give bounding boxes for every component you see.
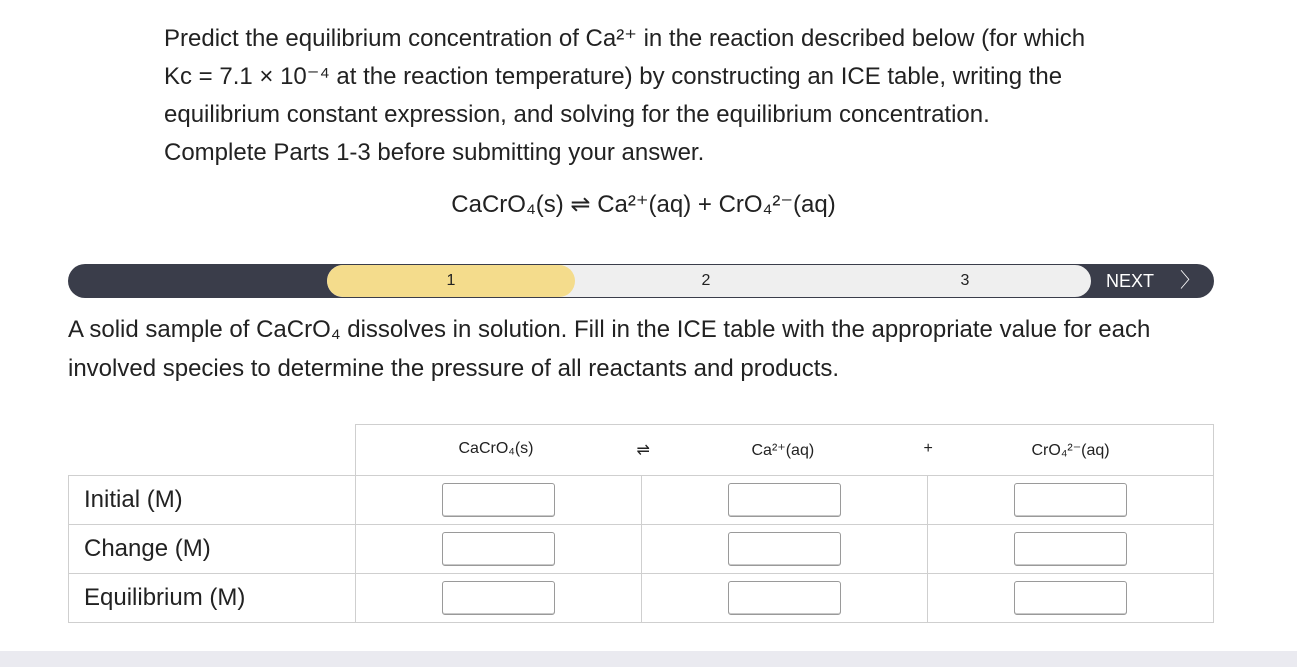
step-tab-3[interactable]: 3 [960, 272, 970, 289]
cell [355, 525, 641, 574]
row-label-equilibrium: Equilibrium (M) [69, 574, 356, 623]
part-prompt [68, 310, 1248, 388]
next-button[interactable] [1106, 264, 1200, 298]
ice-row-equilibrium [69, 574, 1214, 623]
header-product-cro4: CrO₄²⁻(aq) [1031, 442, 1110, 459]
cell [355, 574, 641, 623]
intro-line: Kc = 7.1 × 10⁻⁴ at the reaction temperature) by constructing an ICE table, writing the [164, 63, 1063, 90]
prompt-line: A solid sample of CaCrO₄ dissolves in solution. Fill in the ICE table with the appropriate value for each [68, 316, 1151, 343]
cell [355, 476, 641, 525]
change-cacro4-input[interactable] [442, 532, 555, 566]
ice-row-change [69, 525, 1214, 574]
row-label-change: Change (M) [69, 525, 356, 574]
change-ca-input[interactable] [728, 532, 841, 566]
ice-header-row [69, 425, 1214, 476]
header-blank [69, 425, 356, 476]
row-label-initial: Initial (M) [69, 476, 356, 525]
initial-cro4-input[interactable] [1014, 483, 1127, 517]
step-tab-2[interactable]: 2 [701, 272, 711, 289]
chevron-right-icon: 〉 [1180, 270, 1200, 292]
initial-cacro4-input[interactable] [442, 483, 555, 517]
equilibrium-cacro4-input[interactable] [442, 581, 555, 615]
cell [927, 574, 1213, 623]
change-cro4-input[interactable] [1014, 532, 1127, 566]
cell [641, 525, 927, 574]
cell [641, 574, 927, 623]
step-tab-1[interactable]: 1 [327, 265, 575, 297]
intro-line: Predict the equilibrium concentration of Ca²⁺ in the reaction described below (for which [164, 25, 1086, 52]
ice-table [68, 424, 1214, 623]
ice-header-species [355, 425, 1213, 476]
equilibrium-cro4-input[interactable] [1014, 581, 1127, 615]
step-tabs [326, 264, 1092, 298]
header-arrow: ⇌ [636, 442, 650, 459]
header-product-ca: Ca²⁺(aq) [751, 442, 815, 459]
header-reactant: CaCrO₄(s) [458, 440, 534, 457]
intro-line: equilibrium constant expression, and solving for the equilibrium concentration. [164, 101, 990, 128]
prompt-line: involved species to determine the pressure of all reactants and products. [68, 355, 840, 382]
footer-band [0, 651, 1297, 667]
intro-line: Complete Parts 1-3 before submitting your answer. [164, 139, 705, 166]
reaction-equation [0, 190, 1297, 219]
cell [927, 525, 1213, 574]
reaction-text: CaCrO₄(s) ⇌ Ca²⁺(aq) + CrO₄²⁻(aq) [451, 191, 836, 218]
equilibrium-ca-input[interactable] [728, 581, 841, 615]
header-plus: + [923, 440, 933, 457]
cell [927, 476, 1213, 525]
initial-ca-input[interactable] [728, 483, 841, 517]
next-label: NEXT [1105, 271, 1154, 291]
question-intro [164, 20, 1164, 172]
cell [641, 476, 927, 525]
step-navigation-bar [68, 264, 1214, 298]
ice-row-initial [69, 476, 1214, 525]
